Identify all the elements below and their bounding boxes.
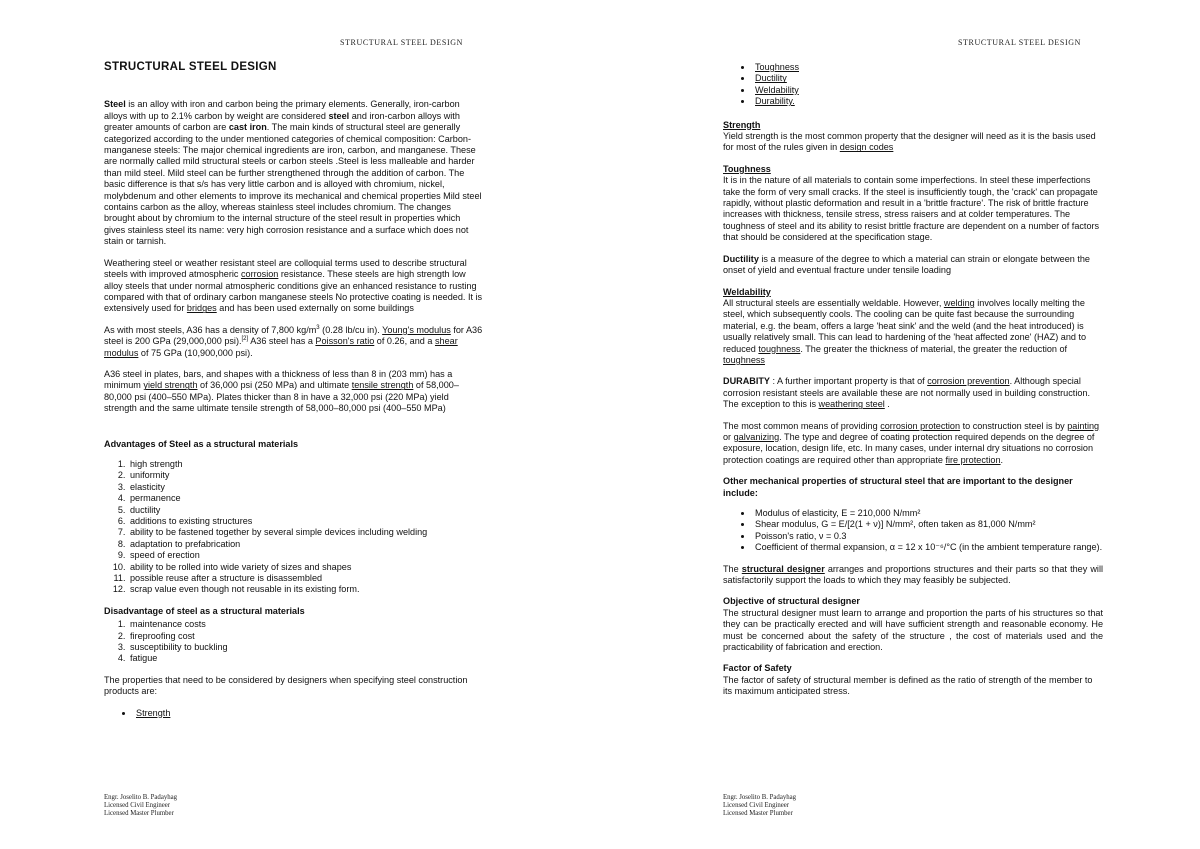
corrosion-protection-paragraph: The most common means of providing corrosion protection to construction steel is by painting or galvanizing. The type and degree of coating protection required depends on the degree of exposure, location, design life, etc. In many cases, under internal dry situations no corrosion protection coatings are required other than appropriate fire protection. [723,420,1100,465]
youngs-modulus-link[interactable]: Young's modulus [382,324,451,335]
list-item-text: ability to be fastened together by several simple devices including welding [130,527,428,538]
welding-link[interactable]: welding [943,297,975,308]
mechanical-properties-list [723,508,1103,554]
list-item [128,516,484,527]
shear-modulus-link[interactable]: shear modulus [104,336,458,358]
steel-definition-paragraph: Steel is an alloy with iron and carbon being the primary elements. Generally, iron-carbon alloys with up to 2.1% carbon by weight are considered steel and iron-carbon alloys with greater amounts of carbon are cast iron. The main kinds of structural steel are generally categorized according to the under mentioned categories of chemical composition: Carbon-manganese steels: The major chemical ingredients are iron, carbon, and manganese. These are normally called mild structural steels or carbon steels .Steel is less malleable and harder than mild steel. Mild steel can be further strengthened through the addition of carbon. The basic difference is that s/s has very little carbon and is alloyed with chromium, nickel, molybdenum and other elements to improve its mechanical and chemical properties Mild steel contains carbon as the alloy, whereas stainless steel includes chromium. The changes brought about by chromium to the internal structure of the steel result in properties which gives stainless steel its name: very high corrosion resistance and a surface which does not stain or tarnish. [104,99,482,247]
a36-properties-paragraph: As with most steels, A36 has a density of 7,800 $kg/m^3$ (0.28 lb/cu in). Young's modulus for A36 steel is 200 GPa (29,000,000 psi).[2] A36 steel has a Poisson's ratio of 0.26, and a shear modulus of 75 GPa (10,900,000 psi). [104,324,483,358]
list-item-text: maintenance costs [130,619,206,630]
yield-strength-link[interactable]: yield strength [143,380,198,391]
list-item-text: Shear modulus, G = E/[2(1 + ν)] N/mm², often taken as 81,000 N/mm² [755,519,1036,530]
corrosion-protection-link[interactable]: corrosion protection [880,420,961,431]
running-header: STRUCTURAL STEEL DESIGN [340,38,463,47]
list-item [753,542,1103,553]
strength-heading: Strength [723,119,761,130]
list-item [128,550,484,561]
list-item [128,505,484,516]
list-item [753,531,1103,542]
design-codes-link[interactable]: design codes [839,142,894,153]
factor-of-safety-heading: Factor of Safety [723,663,792,674]
list-item-text: additions to existing structures [130,516,253,526]
objective-section: Objective of structural designer The structural designer must learn to arrange and proportion the parts of his structures so that they can be practically erected and will have sufficient strength and reasonable economy. He must be concerned about the safety of the structure , the cost of materials used and the practicability of fabrication and erection. [723,596,1103,653]
list-item-text: adaptation to prefabrication [130,538,241,549]
list-item [128,493,484,504]
properties-intro: The properties that need to be considered by designers when specifying steel construction products are: [104,674,468,697]
list-item-text: ductility [130,504,161,515]
bridges-link[interactable]: bridges [186,303,217,314]
mechanical-properties-heading: Other mechanical properties of structural steel that are important to the designer include: [723,476,1073,498]
right-page [600,0,1200,849]
left-content [104,62,484,729]
document-title: STRUCTURAL STEEL DESIGN [104,61,277,73]
durability-paragraph: DURABITY : A further important property is that of corrosion prevention. Although special corrosion resistant steels are available these are not normally used in building construction. The exception to this is weathering steel . [723,376,1090,410]
disadvantages-list [104,619,484,665]
painting-link[interactable]: painting [1067,420,1100,431]
list-item [128,539,484,550]
poissons-ratio-link[interactable]: Poisson's ratio [315,336,375,347]
weldability-heading: Weldability [723,286,771,297]
list-item-text: Poisson's ratio, ν = 0.3 [755,530,847,541]
list-item-text: fatigue [130,653,158,664]
list-item-link[interactable]: Durability. [755,96,795,107]
list-item-text: Coefficient of thermal expansion, α = 12 x 10⁻⁶/°C (in the ambient temperature range). [755,542,1103,553]
weldability-section: Weldability All structural steels are essentially weldable. However, welding involves locally melting the steel, which subsequently cools. The cooling can be quite fast because the surrounding material, e.g. the beam, offers a large 'heat sink' and the weld (and the heat introduced) is usually relatively small. This can lead to hardening of the 'heat affected zone' (HAZ) and to reduced toughness. The greater the thickness of material, the greater the reduction of toughness [723,287,1103,367]
toughness-link[interactable]: toughness [758,343,801,354]
ductility-paragraph: Ductility is a measure of the degree to which a material can strain or elongate between the onset of yield and eventual fracture under tensile loading [723,253,1090,276]
list-item [128,573,484,584]
properties-list-continued [723,62,1103,108]
list-item [128,470,484,481]
list-item [753,62,1103,73]
list-item [128,562,484,573]
list-item-text: scrap value even though not reusable in its existing form. [130,584,360,595]
list-item [134,708,484,719]
footer: Engr. Joselito B. Padayhag Licensed Civil Engineer Licensed Master Plumber [104,794,178,817]
citation-2-link[interactable]: [2] [241,336,249,343]
list-item-text: uniformity [130,470,170,481]
list-item-text: possible reuse after a structure is disassembled [130,573,323,584]
list-item [128,584,484,595]
toughness-heading: Toughness [723,163,771,174]
footer: Engr. Joselito B. Padayhag Licensed Civil Engineer Licensed Master Plumber [723,794,797,817]
list-item-link[interactable]: Weldability [755,84,799,95]
corrosion-link[interactable]: corrosion [240,269,279,280]
right-content [723,62,1103,708]
weathering-steel-paragraph: Weathering steel or weather resistant steel are colloquial terms used to describe structural steels with improved atmospheric corrosion resistance. These steels are high strength low alloy steels that under normal atmospheric conditions give an enhanced resistance to rusting compared with that of ordinary carbon manganese steels No protective coating is needed. It is extensively used for bridges and has been used externally on some buildings [104,257,483,314]
list-item-link[interactable]: Toughness [755,62,799,72]
objective-heading: Objective of structural designer [723,596,860,607]
list-item [753,85,1103,96]
properties-list-start [104,708,484,719]
list-item-text: ability to be rolled into wide variety of sizes and shapes [130,561,352,572]
list-item [753,73,1103,84]
factor-of-safety-section: Factor of Safety The factor of safety of structural member is defined as the ratio of strength of the member to its maximum anticipated stress. [723,663,1103,697]
galvanizing-link[interactable]: galvanizing [733,431,780,442]
list-item [128,527,484,538]
list-item [128,642,484,653]
disadvantages-heading: Disadvantage of steel as a structural materials [104,605,305,616]
corrosion-prevention-link[interactable]: corrosion prevention [927,376,1010,387]
list-item [753,519,1103,530]
fire-protection-link[interactable]: fire protection [945,454,1001,465]
weathering-steel-link[interactable]: weathering steel [818,399,885,410]
list-item [128,619,484,630]
strength-link[interactable]: Strength [136,707,171,718]
list-item-text: Modulus of elasticity, E = 210,000 N/mm² [755,508,921,518]
list-item-text: speed of erection [130,550,200,561]
list-item-text: permanence [130,493,181,504]
list-item [128,653,484,664]
list-item-text: susceptibility to buckling [130,642,228,653]
a36-strength-paragraph: A36 steel in plates, bars, and shapes with a thickness of less than 8 in (203 mm) has a minimum yield strength of 36,000 psi (250 MPa) and ultimate tensile strength of 58,000–80,000 psi (400–550 MPa). Plates thicker than 8 in have a 32,000 psi (220 MPa) yield strength and the same ultimate tensile strength of 58,000–80,000 psi (400–550 MPa) [104,368,459,414]
advantages-list [104,459,484,596]
running-header: STRUCTURAL STEEL DESIGN [958,38,1081,47]
list-item [753,96,1103,107]
tensile-strength-link[interactable]: tensile strength [351,380,414,391]
list-item [128,631,484,642]
structural-designer-paragraph: The structural designer arranges and proportions structures and their parts so that they will satisfactorily support the loads to which they may feasibly be subjected. [723,563,1103,586]
list-item [753,508,1103,519]
list-item [128,482,484,493]
list-item-link[interactable]: Ductility [755,73,787,84]
toughness-section: Toughness It is in the nature of all materials to contain some imperfections. In steel these imperfections take the form of very small cracks. If the steel is insufficiently tough, the 'crack' can propagate rapidly, without plastic deformation and result in a 'brittle fracture'. The risk of brittle fracture increases with thickness, tensile stress, stress raisers and at colder temperatures. The toughness of steel and its ability to resist brittle fracture are dependent on a number of factors that should be considered at the specification stage. [723,164,1103,244]
toughness-link-2[interactable]: toughness [723,354,765,365]
strength-section: Strength Yield strength is the most common property that the designer will need as it is the basis used for most of the rules given in design codes [723,120,1103,154]
list-item-text: fireproofing cost [130,630,195,641]
advantages-heading: Advantages of Steel as a structural materials [104,438,299,449]
list-item-text: elasticity [130,481,165,492]
list-item-text: high strength [130,458,183,469]
list-item [128,459,484,470]
